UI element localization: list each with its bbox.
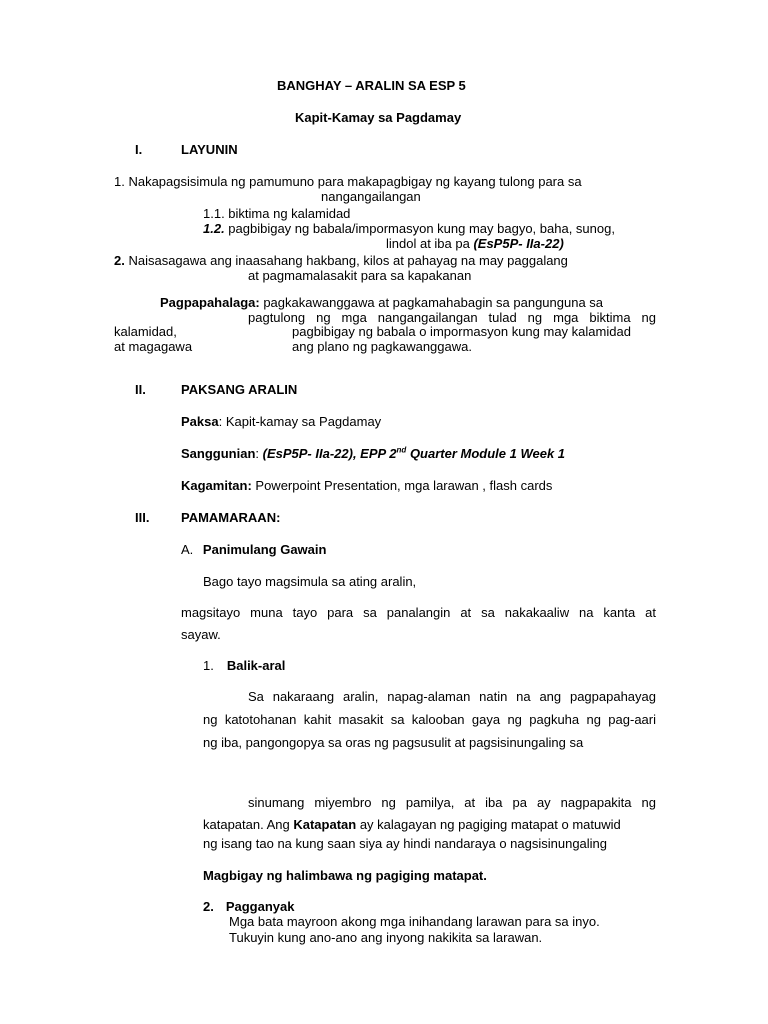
balik-aral-line4: sinumang miyembro ng pamilya, at iba pa ay nagpapakita ng (248, 795, 656, 810)
paksa-label: Paksa (181, 414, 219, 429)
objective-2-text: Naisasagawa ang inaasahang hakbang, kilos at pahayag na may paggalang (124, 253, 568, 268)
document-subtitle: Kapit-Kamay sa Pagdamay (295, 110, 462, 125)
pagpapahalaga-line2: pagtulong ng mga nangangailangan tulad ng mga biktima ng (248, 310, 656, 325)
intro-paragraph-2-line1: magsitayo muna tayo para sa panalangin at sa nakakaaliw na kanta at (181, 605, 656, 620)
subsection-a (181, 542, 326, 558)
section-heading-layunin: LAYUNIN (181, 142, 238, 157)
kagamitan-row (181, 478, 552, 494)
item-2-title: Pagganyak (225, 899, 295, 914)
objective-2-line2: at pagmamalasakit para sa kapakanan (248, 268, 472, 283)
balik-aral-line5-end: ay kalagayan ng pagiging matapat o matuwid (356, 817, 621, 832)
sanggunian-row (181, 446, 565, 462)
pagganyak-line2: Tukuyin kung ano-ano ang inyong nakikita sa larawan. (229, 930, 543, 945)
subsection-a-letter: A. (181, 542, 194, 557)
sanggunian-colon: : (255, 446, 260, 461)
paksa-row (181, 414, 381, 430)
section-numeral-iii: III. (135, 510, 150, 525)
sanggunian-value-2: Quarter Module 1 Week 1 (406, 446, 566, 461)
pagpapahalaga-line3-right: pagbibigay ng babala o impormasyon kung may kalamidad (292, 324, 631, 339)
objective-2-number: 2. (114, 253, 125, 268)
balik-aral-line3: ng iba, pangongopya sa oras ng pagsusulit at pagsisinungaling sa (203, 735, 584, 750)
intro-paragraph-1: Bago tayo magsimula sa ating aralin, (203, 574, 417, 589)
intro-paragraph-2-line2: sayaw. (181, 627, 221, 642)
pagpapahalaga-line3-left: kalamidad, (114, 324, 177, 339)
section-heading-pamamaraan: PAMAMARAAN: (181, 510, 281, 525)
subsection-a-title: Panimulang Gawain (202, 542, 327, 557)
item-2-number: 2. (203, 899, 214, 914)
pagganyak-line1: Mga bata mayroon akong mga inihandang larawan para sa inyo. (229, 914, 600, 929)
objective-1-2 (203, 221, 615, 237)
balik-aral-line1: Sa nakaraang aralin, napag-alaman natin na ang pagpapahayag (248, 689, 656, 704)
balik-aral-line2: ng katotohanan kahit masakit sa kalooban gaya ng pagkuha ng pag-aari (203, 712, 656, 727)
paksa-value: : Kapit-kamay sa Pagdamay (218, 414, 382, 429)
pagpapahalaga-line1 (160, 295, 603, 311)
section-numeral-ii: II. (135, 382, 146, 397)
item-1-number: 1. (203, 658, 214, 673)
balik-aral-line5-start: katapatan. Ang (203, 817, 294, 832)
pagpapahalaga-line4-right: ang plano ng pagkawanggawa. (292, 339, 472, 354)
objective-1-1: 1.1. biktima ng kalamidad (203, 206, 351, 221)
sanggunian-label: Sanggunian (181, 446, 256, 461)
kagamitan-label: Kagamitan: (181, 478, 252, 493)
objective-1-2-number: 1.2. (203, 221, 225, 236)
item-1-heading (203, 658, 285, 674)
sanggunian-superscript: nd (396, 445, 407, 455)
pagpapahalaga-line4-left: at magagawa (114, 339, 193, 354)
sanggunian-value: (EsP5P- IIa-22), EPP 2 (259, 446, 397, 461)
objective-1-2-line2 (386, 236, 564, 252)
objective-1-2-code: (EsP5P- IIa-22) (473, 236, 564, 251)
pagpapahalaga-label: Pagpapahalaga: (160, 295, 260, 310)
objective-2-line1 (114, 253, 568, 269)
balik-aral-line6: ng isang tao na kung saan siya ay hindi nandaraya o nagsisinungaling (203, 836, 608, 851)
document-title: BANGHAY – ARALIN SA ESP 5 (277, 78, 466, 93)
section-numeral-i: I. (135, 142, 143, 157)
balik-aral-line5 (203, 817, 621, 833)
pagpapahalaga-text: pagkakawanggawa at pagkamahabagin sa pangunguna sa (259, 295, 604, 310)
objective-1-2-text: pagbibigay ng babala/impormasyon kung may bagyo, baha, sunog, (224, 221, 615, 236)
objective-1-line2: nangangailangan (321, 189, 421, 204)
objective-1-line1: 1. Nakapagsisimula ng pamumuno para makapagbigay ng kayang tulong para sa (114, 174, 582, 189)
katapatan-term: Katapatan (293, 817, 357, 832)
item-2-heading (203, 899, 295, 915)
objective-1-2-line2-text: lindol at iba pa (386, 236, 474, 251)
discussion-prompt: Magbigay ng halimbawa ng pagiging matapat. (203, 868, 487, 883)
item-1-title: Balik-aral (226, 658, 286, 673)
kagamitan-value: Powerpoint Presentation, mga larawan , flash cards (251, 478, 553, 493)
section-heading-paksang-aralin: PAKSANG ARALIN (181, 382, 298, 397)
